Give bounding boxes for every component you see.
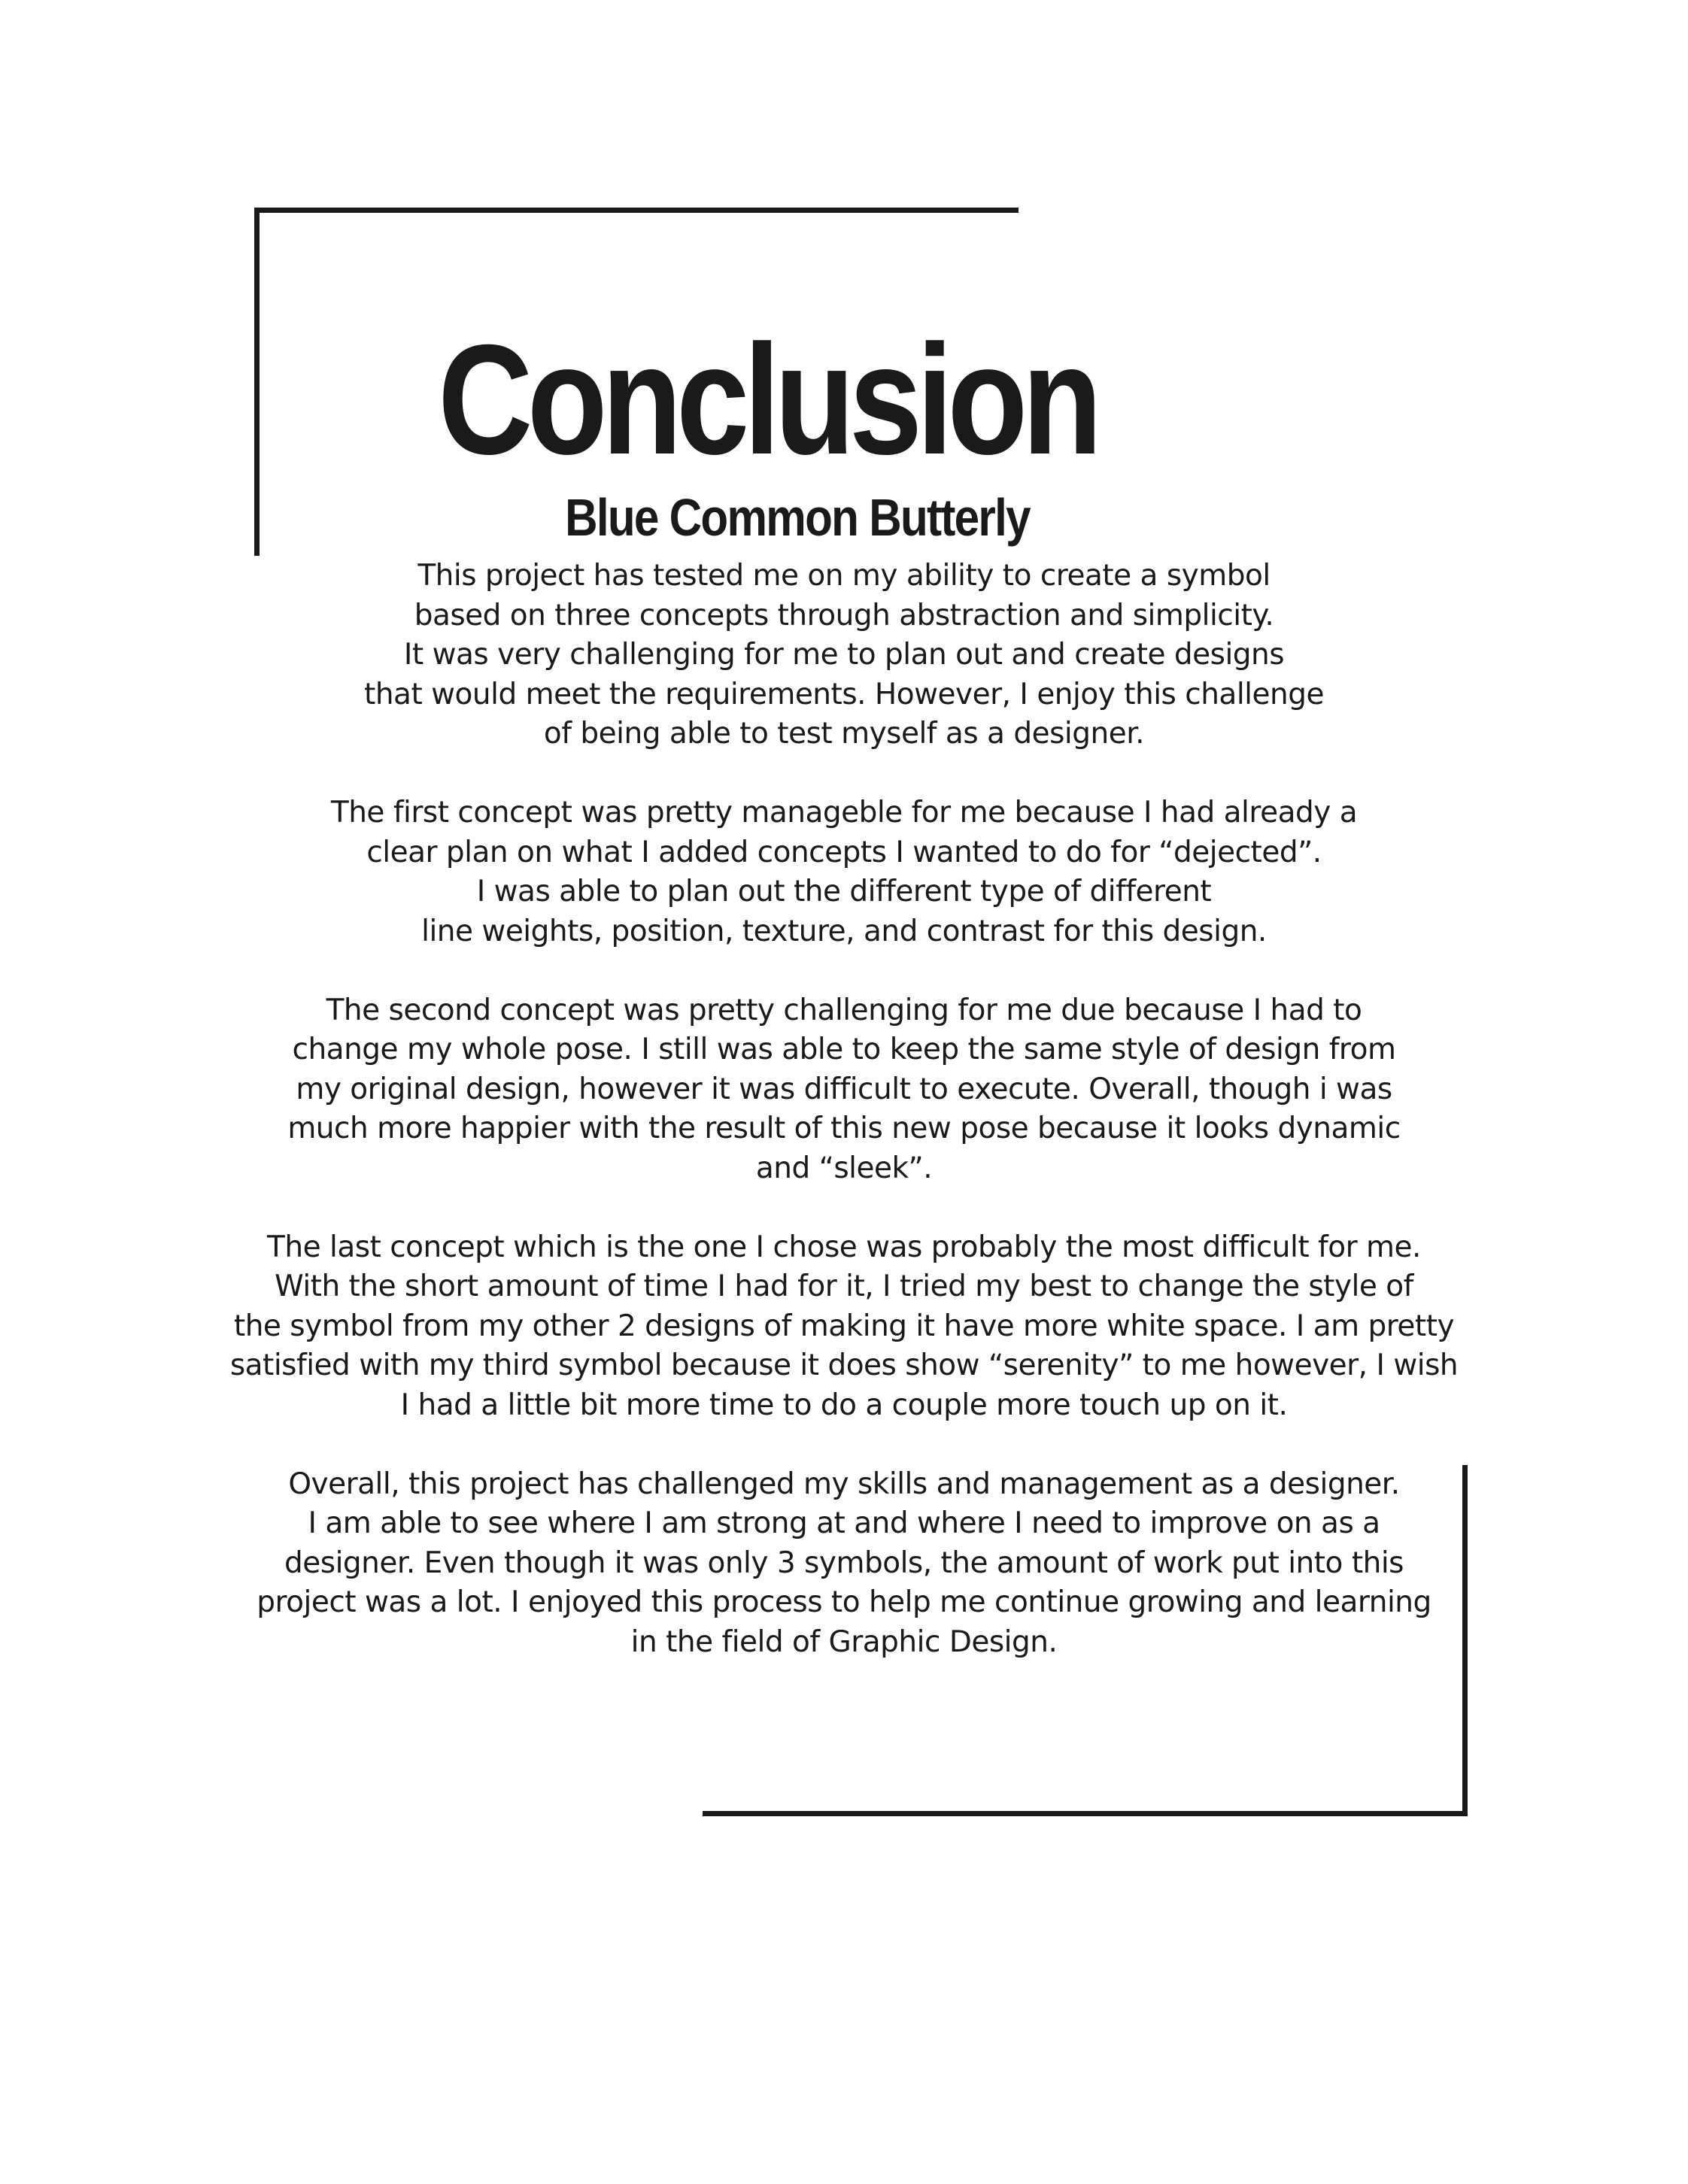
text-line: in the field of Graphic Design. bbox=[630, 1624, 1058, 1659]
text-line: I had a little bit more time to do a couple more touch up on it. bbox=[400, 1388, 1288, 1422]
text-line: satisfied with my third symbol because it does show “serenity” to me however, I wish bbox=[229, 1348, 1459, 1382]
text-line: It was very challenging for me to plan out and create designs bbox=[403, 638, 1285, 672]
text-line: my original design, however it was difficult to execute. Overall, though i was bbox=[296, 1072, 1392, 1106]
text-line: that would meet the requirements. However, I enjoy this challenge bbox=[364, 677, 1324, 711]
text-line: With the short amount of time I had for it, I tried my best to change the style of bbox=[275, 1269, 1413, 1303]
text-line: The first concept was pretty manageble for me because I had already a bbox=[330, 796, 1358, 830]
text-line: and “sleek”. bbox=[755, 1151, 933, 1185]
paragraph bbox=[167, 991, 1521, 1189]
text-line: project was a lot. I enjoyed this process to help me continue growing and learning bbox=[257, 1585, 1431, 1619]
frame-top-left-horizontal bbox=[254, 208, 1019, 213]
text-line: I was able to plan out the different type of different bbox=[476, 875, 1212, 908]
paragraph bbox=[167, 1228, 1521, 1426]
text-line: change my whole pose. I still was able to keep the same style of design from bbox=[292, 1033, 1396, 1066]
text-line: much more happier with the result of this new pose because it looks dynamic bbox=[287, 1112, 1401, 1145]
text-line: The second concept was pretty challenging for me due because I had to bbox=[326, 993, 1362, 1027]
text-line: I am able to see where I am strong at and where I need to improve on as a bbox=[308, 1506, 1380, 1540]
body-text bbox=[167, 557, 1521, 1702]
page-subtitle: Blue Common Butterly bbox=[565, 488, 1030, 547]
paragraph bbox=[167, 1465, 1521, 1663]
text-line: of being able to test myself as a designer. bbox=[543, 717, 1145, 751]
text-line: Overall, this project has challenged my skills and management as a designer. bbox=[288, 1467, 1400, 1501]
frame-top-left-vertical bbox=[254, 208, 260, 556]
text-line: The last concept which is the one I chose was probably the most difficult for me. bbox=[267, 1230, 1421, 1264]
paragraph bbox=[167, 557, 1521, 754]
text-line: designer. Even though it was only 3 symbols, the amount of work put into this bbox=[284, 1545, 1404, 1580]
text-line: the symbol from my other 2 designs of making it have more white space. I am pretty bbox=[233, 1309, 1455, 1343]
text-line: line weights, position, texture, and contrast for this design. bbox=[421, 914, 1267, 948]
page-title: Conclusion bbox=[438, 313, 1097, 487]
frame-bottom-right-horizontal bbox=[703, 1811, 1468, 1816]
text-line: clear plan on what I added concepts I wanted to do for “dejected”. bbox=[366, 835, 1322, 869]
text-line: This project has tested me on my ability to create a symbol bbox=[417, 559, 1271, 593]
paragraph bbox=[167, 793, 1521, 951]
text-line: based on three concepts through abstraction and simplicity. bbox=[414, 598, 1274, 632]
